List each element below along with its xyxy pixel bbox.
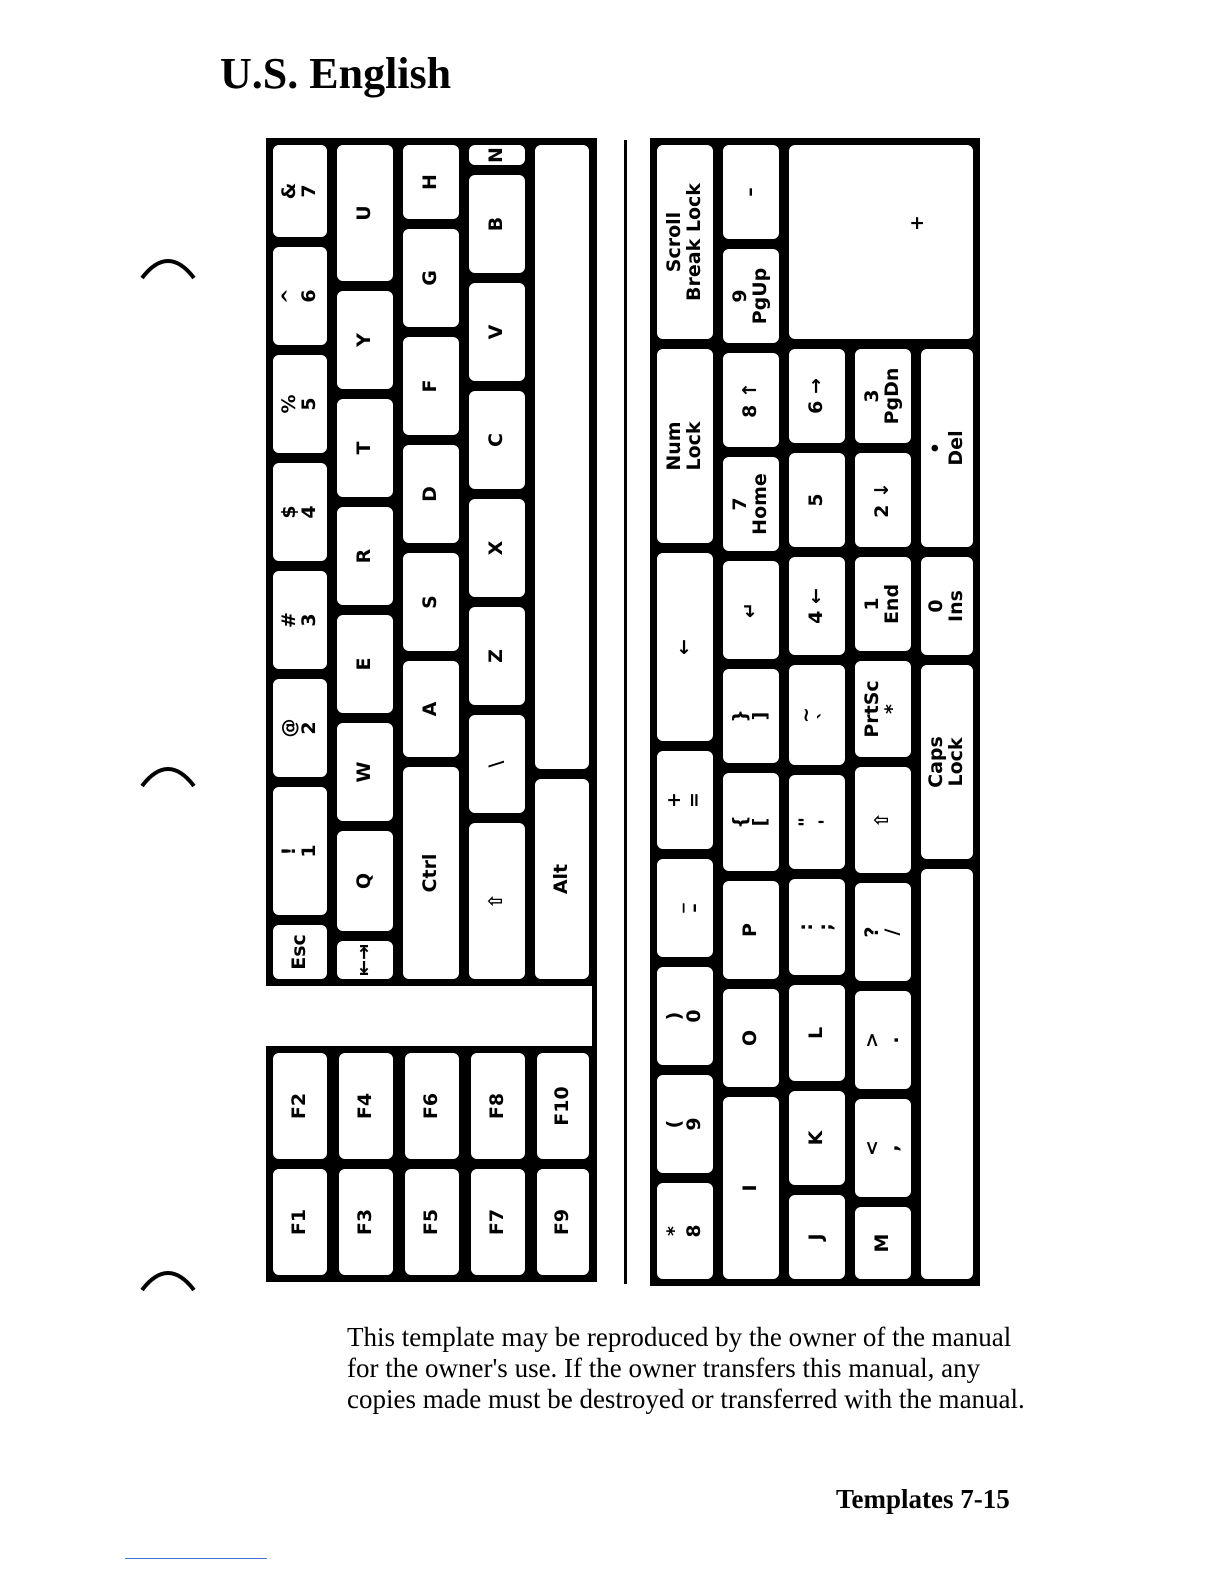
key-f4 <box>336 1050 396 1162</box>
key-f <box>400 334 462 438</box>
key-label: * 8 <box>663 1224 705 1238</box>
key-label: + <box>905 214 928 231</box>
key-7 <box>270 142 330 240</box>
key-scroll-lock <box>654 142 716 342</box>
key-label: & 7 <box>278 182 320 200</box>
key-label: V <box>485 324 508 340</box>
key-pad-7 <box>720 454 782 554</box>
key-2 <box>270 676 330 780</box>
key-label: F8 <box>486 1092 509 1120</box>
key-alt <box>532 776 592 982</box>
key-o <box>720 986 782 1090</box>
key-label: 3 PgDn <box>861 367 903 425</box>
key-label: F <box>419 379 442 393</box>
key-e <box>334 612 396 716</box>
key-equals <box>654 748 716 852</box>
key-f6 <box>402 1050 462 1162</box>
key-label: Caps Lock <box>925 736 967 788</box>
key-label: I <box>739 1184 762 1192</box>
key-label: PrtSc * <box>861 680 903 738</box>
key-prtsc <box>852 658 914 760</box>
key-label: 8 ↑ <box>739 382 762 418</box>
key-f9 <box>534 1166 592 1278</box>
key-i <box>720 1094 782 1282</box>
tab-arrows-icon: ⇤⇥ <box>353 944 376 976</box>
key-h <box>400 142 462 222</box>
divider <box>624 140 627 1284</box>
key-s <box>400 550 462 654</box>
key-backslash <box>466 712 528 816</box>
key-label: $ 4 <box>278 505 320 519</box>
key-label: 6 → <box>805 378 828 414</box>
key-g <box>400 226 462 330</box>
shift-icon: ⇧ <box>485 893 508 909</box>
binder-hole-icon <box>140 1262 196 1292</box>
key-label: Q <box>353 872 376 890</box>
key-5 <box>270 352 330 456</box>
key-label: Ctrl <box>419 853 442 893</box>
key-y <box>334 288 396 392</box>
key-pad-plus <box>786 142 976 342</box>
key-6 <box>270 244 330 348</box>
key-label: % 5 <box>278 394 320 414</box>
key-ctrl <box>400 764 462 982</box>
key-label: – <box>739 187 762 197</box>
main-key-block <box>266 138 596 986</box>
key-label: F3 <box>354 1208 377 1236</box>
key-3 <box>270 568 330 672</box>
key-label: Alt <box>550 863 573 895</box>
key-0 <box>654 964 716 1068</box>
key-label: # 3 <box>278 612 320 628</box>
key-pad-minus <box>720 142 782 242</box>
key-label: Z <box>485 649 508 663</box>
key-label: W <box>353 761 376 783</box>
key-label: 4 ← <box>805 588 828 624</box>
key-caps-lock <box>918 662 976 862</box>
key-label: • Del <box>925 430 967 466</box>
key-f8 <box>468 1050 528 1162</box>
key-d <box>400 442 462 546</box>
key-4 <box>270 460 330 564</box>
key-label: F10 <box>551 1086 574 1126</box>
key-label: Num Lock <box>663 421 705 471</box>
key-quote <box>786 772 848 872</box>
key-label: F6 <box>420 1092 443 1120</box>
key-label: ( 9 <box>663 1117 705 1131</box>
key-f7 <box>468 1166 528 1278</box>
key-label: ! 1 <box>278 844 320 858</box>
footer-rule <box>125 1558 267 1559</box>
key-label: 0 Ins <box>925 590 967 622</box>
key-label: S <box>419 595 442 609</box>
key-label: T <box>353 441 376 455</box>
backspace-arrow-icon: ← <box>673 639 696 655</box>
key-slash <box>852 880 914 984</box>
key-label: 1 End <box>861 583 903 625</box>
key-z <box>466 604 528 708</box>
key-label: F9 <box>551 1208 574 1236</box>
key-label: : ; <box>795 923 837 931</box>
key-label: } ] <box>729 709 771 723</box>
key-p <box>720 878 782 982</box>
key-pad-0 <box>918 554 976 658</box>
key-label: A <box>419 701 442 717</box>
key-label: @ 2 <box>278 718 320 738</box>
page-title: U.S. English <box>220 49 452 98</box>
key-t <box>334 396 396 500</box>
binder-hole-icon <box>140 250 196 280</box>
key-label: _ – <box>663 903 705 913</box>
key-c <box>466 388 528 492</box>
key-num-lock <box>654 346 716 546</box>
key-right-bracket <box>720 666 782 766</box>
key-pad-9 <box>720 246 782 346</box>
shift-icon: ⇧ <box>871 812 894 828</box>
key-tab <box>334 938 396 982</box>
key-x <box>466 496 528 600</box>
key-f2 <box>270 1050 330 1162</box>
key-period <box>852 988 914 1092</box>
key-label: ? / <box>861 926 903 938</box>
key-label: F4 <box>354 1092 377 1120</box>
key-label: 5 <box>805 493 828 507</box>
key-f3 <box>336 1166 396 1278</box>
key-left-shift <box>466 820 528 982</box>
key-label: Y <box>353 333 376 347</box>
key-label: F1 <box>288 1208 311 1236</box>
key-pad-2 <box>852 450 914 550</box>
key-label: D <box>419 486 442 502</box>
key-label: C <box>485 433 508 447</box>
key-left-bracket <box>720 770 782 874</box>
key-f10 <box>534 1050 592 1162</box>
binder-hole-icon <box>140 758 196 788</box>
key-w <box>334 720 396 824</box>
key-label: M <box>871 1233 894 1253</box>
key-label: { [ <box>729 815 771 829</box>
key-label: J <box>805 1233 828 1241</box>
key-label: Esc <box>288 934 311 970</box>
key-j <box>786 1192 848 1282</box>
key-label: R <box>353 548 376 564</box>
key-pad-5 <box>786 450 848 550</box>
key-b <box>466 172 528 276</box>
key-space <box>532 142 592 772</box>
function-key-block <box>266 1046 596 1282</box>
key-comma <box>852 1096 914 1200</box>
key-blank <box>918 866 976 1282</box>
key-label: 7 Home <box>729 473 771 535</box>
key-pad-1 <box>852 554 914 654</box>
key-k <box>786 1088 848 1188</box>
key-label: N <box>485 147 508 163</box>
key-u <box>334 142 396 284</box>
key-minus <box>654 856 716 960</box>
key-label: U <box>353 205 376 221</box>
key-label: " ' <box>795 817 837 827</box>
key-label: E <box>353 657 376 671</box>
key-label: K <box>805 1130 828 1146</box>
key-1 <box>270 784 330 918</box>
key-label: O <box>739 1029 762 1047</box>
key-label: ~ ` <box>795 707 837 723</box>
key-label: > . <box>861 1032 903 1048</box>
key-r <box>334 504 396 608</box>
key-backtick <box>786 662 848 768</box>
key-v <box>466 280 528 384</box>
key-pad-6 <box>786 346 848 446</box>
key-label: 2 ↓ <box>871 482 894 518</box>
key-label: F2 <box>288 1092 311 1120</box>
right-key-block <box>650 138 980 1286</box>
key-m <box>852 1204 914 1282</box>
enter-arrow-icon: ↵ <box>739 602 762 618</box>
key-label: X <box>485 540 508 556</box>
key-label: G <box>419 270 442 286</box>
key-label: F5 <box>420 1208 443 1236</box>
key-label: Scroll Break Lock <box>663 183 705 301</box>
key-semicolon <box>786 876 848 978</box>
key-label: < , <box>861 1140 903 1156</box>
key-l <box>786 982 848 1084</box>
key-9 <box>654 1072 716 1176</box>
key-label: F7 <box>486 1208 509 1236</box>
key-pad-3 <box>852 346 914 446</box>
key-label: 9 PgUp <box>729 267 771 325</box>
key-n <box>466 142 528 168</box>
key-a <box>400 658 462 760</box>
key-label: P <box>739 923 762 937</box>
key-pad-del <box>918 346 976 550</box>
key-label: H <box>419 174 442 190</box>
key-pad-4 <box>786 554 848 658</box>
key-8 <box>654 1180 716 1282</box>
key-enter <box>720 558 782 662</box>
page-footer: Templates 7-15 <box>836 1484 1010 1514</box>
key-label: \ <box>485 760 508 768</box>
key-pad-8 <box>720 350 782 450</box>
key-f1 <box>270 1166 330 1278</box>
key-backspace <box>654 550 716 744</box>
key-q <box>334 828 396 934</box>
reproduction-note: This template may be reproduced by the owner of the manual for the owner's use. If the owner transfers this manual, any copies made must be destroyed or transferred with the manual. <box>347 1322 1025 1414</box>
key-label: B <box>485 216 508 232</box>
key-right-shift <box>852 764 914 876</box>
key-label: ) 0 <box>663 1009 705 1023</box>
divider <box>592 138 597 1282</box>
key-label: ^ 6 <box>278 288 320 304</box>
key-f5 <box>402 1166 462 1278</box>
key-label: + = <box>663 792 705 808</box>
key-label: L <box>805 1026 828 1040</box>
key-esc <box>270 922 330 982</box>
